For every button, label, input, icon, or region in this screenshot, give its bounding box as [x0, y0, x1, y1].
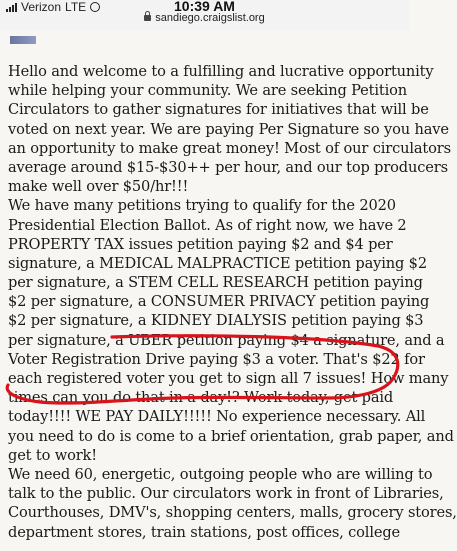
- posting-line: Presidential Election Ballot. As of right now, we have 2: [8, 216, 407, 234]
- posting-line: talk to the public. Our circulators work in front of Libraries,: [8, 485, 444, 503]
- posting-line: Hello and welcome to a fulfilling and lucrative opportunity: [8, 63, 434, 80]
- lock-icon: [144, 15, 151, 21]
- posting-line: Courthouses, DMV's, shopping centers, malls, grocery stores,: [8, 504, 457, 522]
- posting-line: PROPERTY TAX issues petition paying $2 and $4 per: [8, 235, 393, 253]
- poster-thumbnail: [10, 36, 36, 44]
- network-type: LTE: [65, 0, 87, 14]
- posting-line: department stores, train stations, post offices, college: [8, 523, 401, 541]
- carrier-name: Verizon: [21, 0, 62, 14]
- posting-line: per signature, a UBER petition paying $4 a signature, and a: [8, 331, 445, 349]
- posting-line: times can you do that in a day!? Work today, get paid: [8, 389, 394, 407]
- posting-line: get to work!: [8, 446, 97, 464]
- status-time: 10:39 AM: [174, 0, 235, 14]
- posting-line: voted on next year. We are paying Per Signature so you have: [8, 120, 449, 138]
- posting-body: [8, 62, 457, 542]
- posting-line: Circulators to gather signatures for initiatives that will be: [8, 101, 429, 119]
- posting-line: $2 per signature, a CONSUMER PRIVACY petition paying: [8, 293, 430, 311]
- posting-line: signature, a MEDICAL MALPRACTICE petition paying $2: [8, 254, 427, 272]
- posting-line: average around $15-$30++ per hour, and our top producers: [8, 158, 448, 176]
- posting-line: $2 per signature, a KIDNEY DIALYSIS petition paying $3: [8, 312, 424, 330]
- posting-line: We need 60, energetic, outgoing people who are willing to: [8, 465, 433, 483]
- posting-line: make well over $50/hr!!!: [8, 178, 189, 196]
- posting-line: We have many petitions trying to qualify for the 2020: [8, 197, 396, 215]
- posting-line: an opportunity to make great money! Most of our circulators: [8, 139, 451, 157]
- posting-line: each registered voter you get to sign all 7 issues! How many: [8, 370, 449, 387]
- posting-line: while helping your community. We are seeking Petition: [8, 82, 407, 100]
- posting-line: today!!!! WE PAY DAILY!!!!! No experience necessary. All: [8, 408, 426, 426]
- status-bar: [0, 0, 409, 30]
- url-text[interactable]: sandiego.craigslist.org: [155, 12, 265, 24]
- posting-line: Voter Registration Drive paying $3 a voter. That's $22 for: [8, 350, 425, 368]
- posting-line: you need to do is come to a brief orientation, grab paper, and: [8, 427, 454, 445]
- posting-line: per signature, a STEM CELL RESEARCH petition paying: [8, 274, 423, 292]
- address-bar[interactable]: [0, 12, 409, 24]
